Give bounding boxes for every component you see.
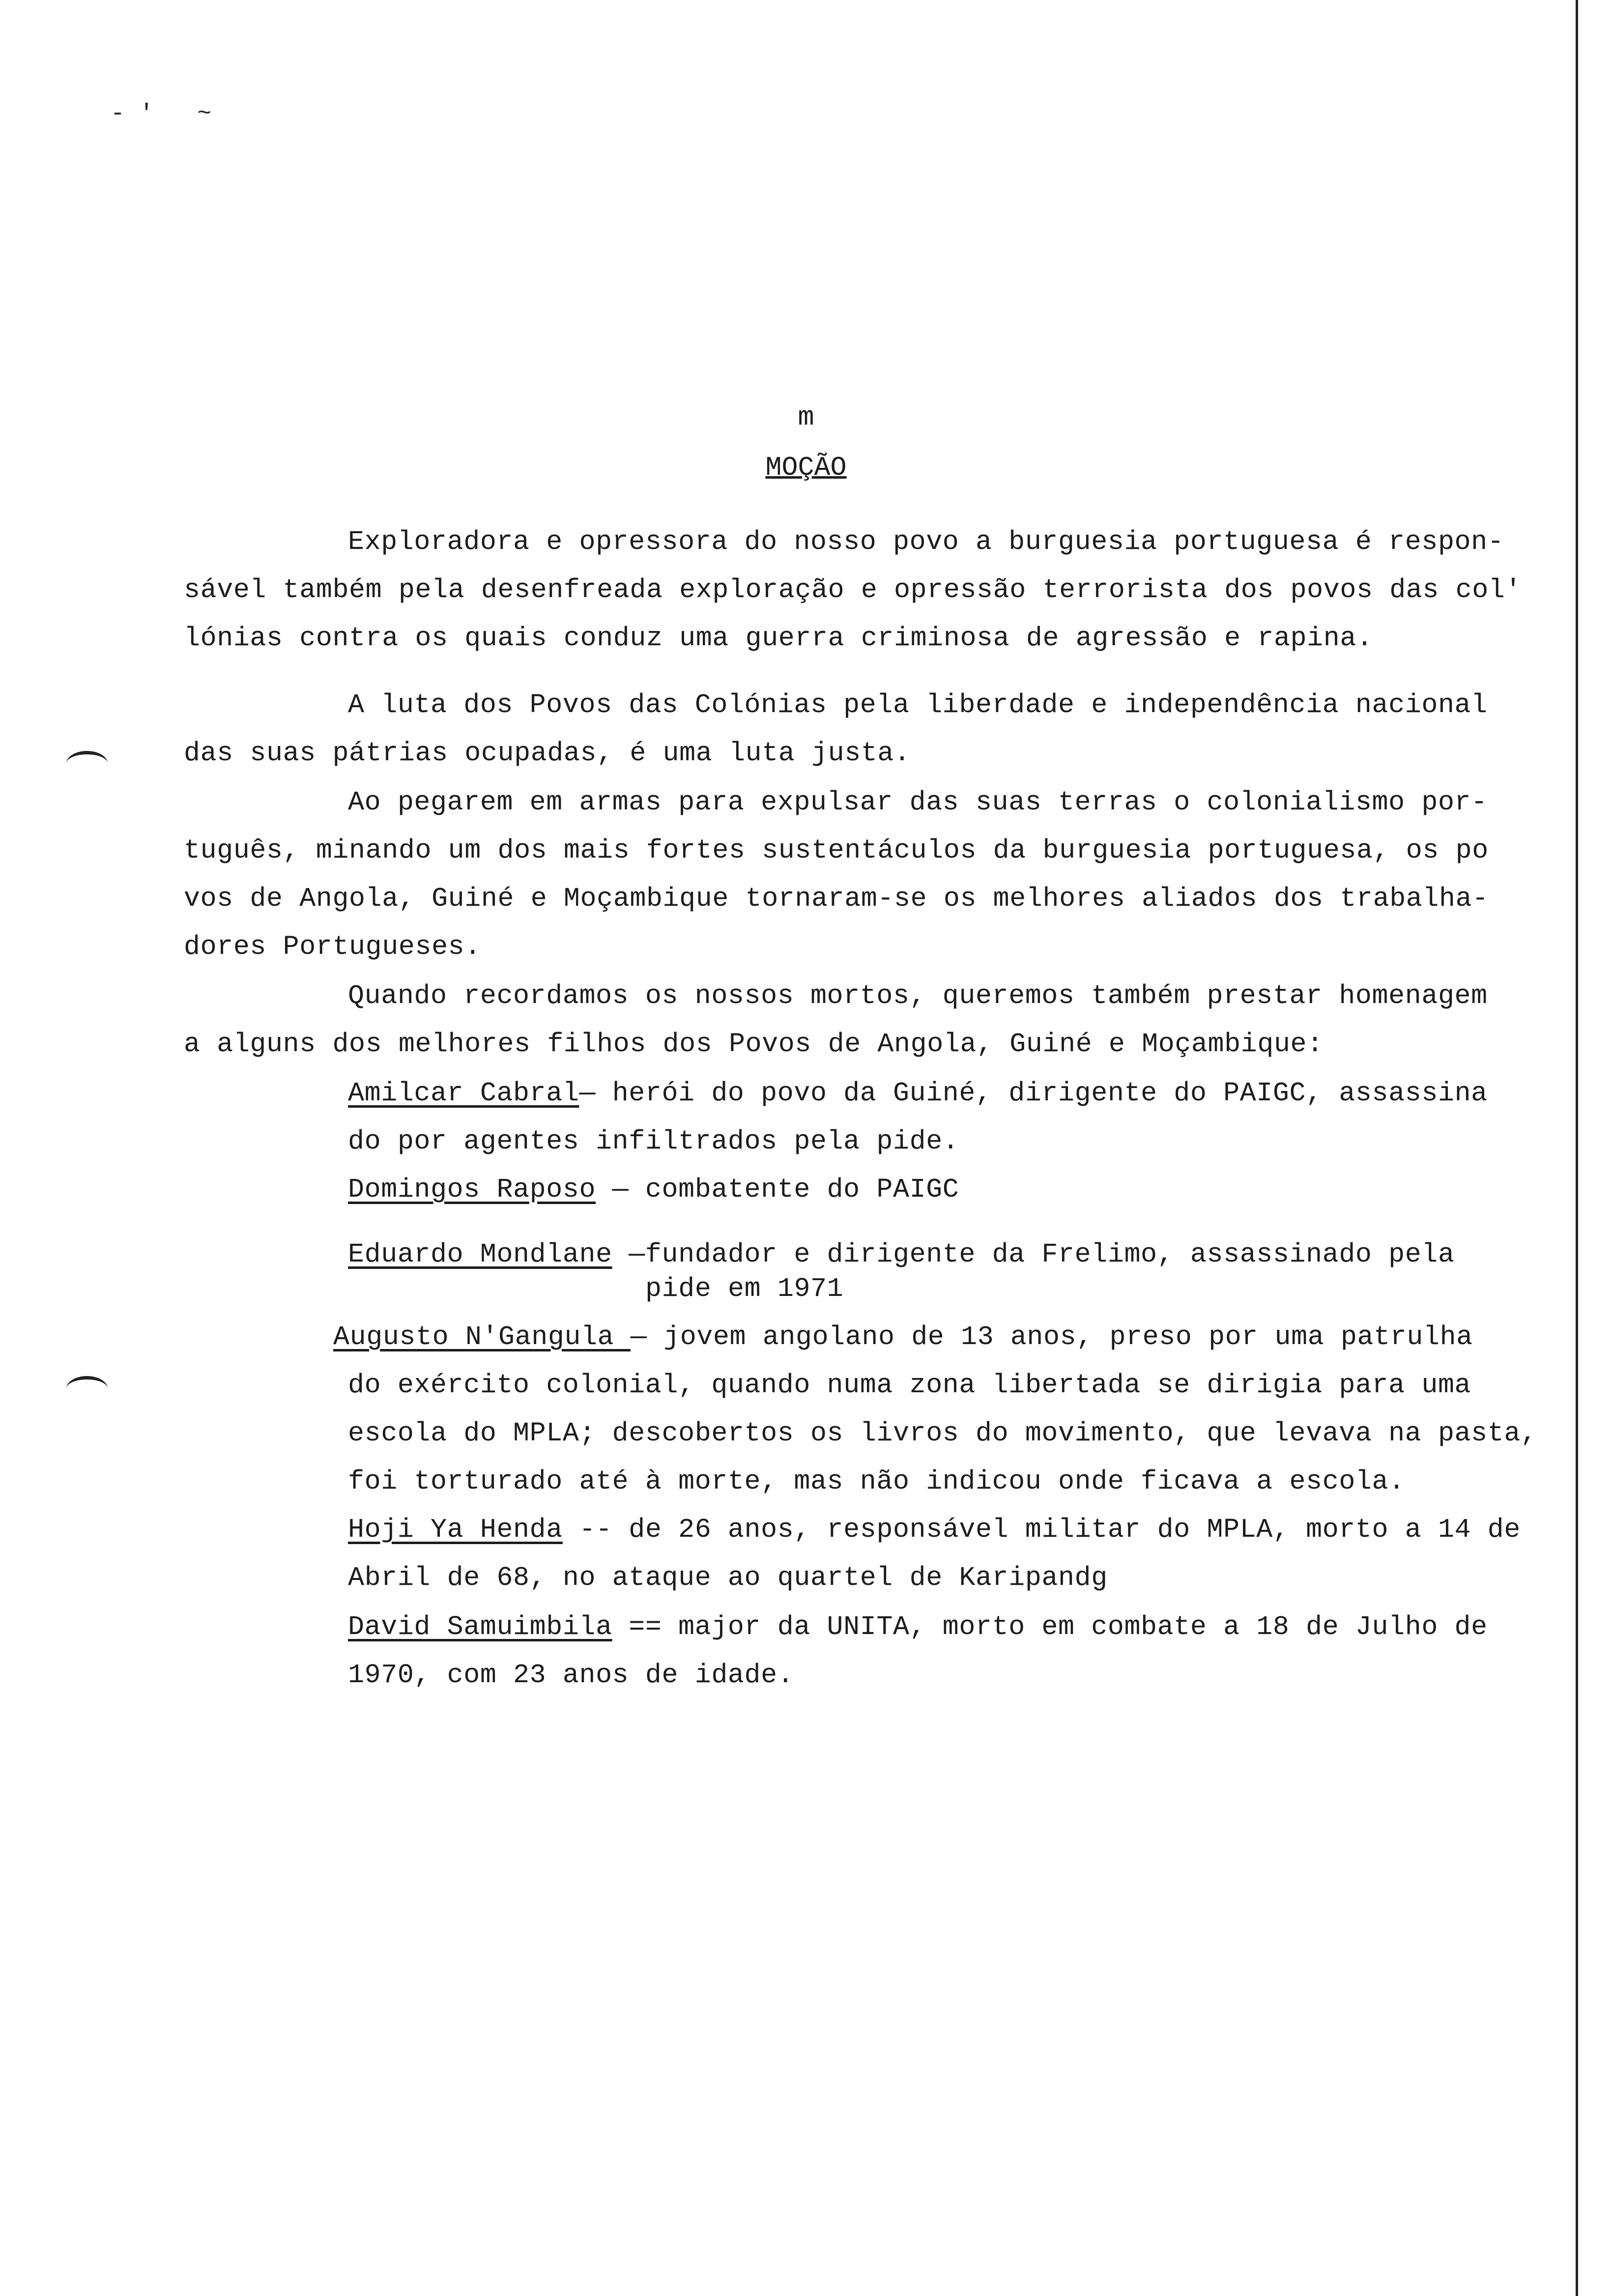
honoree-name: Eduardo Mondlane	[348, 1239, 612, 1270]
header-mark: m	[798, 402, 814, 433]
honoree-description: -- de 26 anos, responsável militar do MPLA, morto a 14 de	[562, 1514, 1521, 1545]
paragraph-line: lónias contra os quais conduz uma guerra criminosa de agressão e rapina.	[184, 623, 1373, 654]
paragraph-line: a alguns dos melhores filhos dos Povos de Angola, Guiné e Moçambique:	[184, 1029, 1324, 1060]
page-title: MOÇÃO	[765, 452, 847, 483]
honoree-entry	[348, 1166, 959, 1214]
honoree-description: — herói do povo da Guiné, dirigente do PAIGC, assassina	[579, 1078, 1488, 1109]
honoree-name: Amilcar Cabral	[348, 1078, 579, 1109]
honoree-description: do por agentes infiltrados pela pide.	[348, 1126, 959, 1157]
paragraph-line: Exploradora e opressora do nosso povo a burguesia portuguesa é respon-	[348, 526, 1504, 557]
honoree-description: == major da UNITA, morto em combate a 18 de Julho de	[612, 1611, 1488, 1642]
punch-hole-mark	[66, 1376, 108, 1401]
honoree-entry	[333, 1313, 1473, 1361]
paragraph-line: das suas pátrias ocupadas, é uma luta justa.	[184, 738, 911, 769]
honoree-entry	[348, 1231, 1455, 1279]
honoree-description: — combatente do PAIGC	[596, 1174, 959, 1205]
honoree-name: Augusto N'Gangula	[333, 1321, 631, 1352]
honoree-name: David Samuimbila	[348, 1611, 612, 1642]
punch-hole-mark	[66, 751, 108, 776]
honoree-name: Domingos Raposo	[348, 1174, 596, 1205]
honoree-entry	[348, 1506, 1521, 1554]
paragraph-line: tuguês, minando um dos mais fortes sustentáculos da burguesia portuguesa, os po	[184, 835, 1489, 866]
honoree-description: 1970, com 23 anos de idade.	[348, 1660, 794, 1691]
paragraph-line: Ao pegarem em armas para expulsar das suas terras o colonialismo por-	[348, 787, 1488, 818]
honoree-description: escola do MPLA; descobertos os livros do movimento, que levava na pasta,	[348, 1418, 1537, 1449]
honoree-name: Hoji Ya Henda	[348, 1514, 563, 1545]
honoree-description: pide em 1971	[645, 1273, 844, 1304]
paragraph-line: Quando recordamos os nossos mortos, queremos também prestar homenagem	[348, 980, 1488, 1011]
page-edge	[1576, 0, 1578, 2296]
honoree-description: Abril de 68, no ataque ao quartel de Karipandg	[348, 1562, 1108, 1593]
honoree-description: — jovem angolano de 13 anos, preso por uma patrulha	[630, 1321, 1473, 1352]
corner-mark: -' ~	[111, 101, 227, 127]
honoree-description: do exército colonial, quando numa zona libertada se dirigia para uma	[348, 1370, 1471, 1401]
honoree-entry	[348, 1603, 1488, 1651]
honoree-description: —fundador e dirigente da Frelimo, assassinado pela	[612, 1239, 1455, 1270]
paragraph-line: sável também pela desenfreada exploração e opressão terrorista dos povos das col'	[184, 574, 1522, 605]
paragraph-line: A luta dos Povos das Colónias pela liberdade e independência nacional	[348, 689, 1488, 720]
honoree-description: foi torturado até à morte, mas não indicou onde ficava a escola.	[348, 1466, 1405, 1497]
honoree-entry	[348, 1069, 1488, 1118]
paragraph-line: dores Portugueses.	[184, 931, 481, 962]
paragraph-line: vos de Angola, Guiné e Moçambique tornaram-se os melhores aliados dos trabalha-	[184, 883, 1489, 914]
